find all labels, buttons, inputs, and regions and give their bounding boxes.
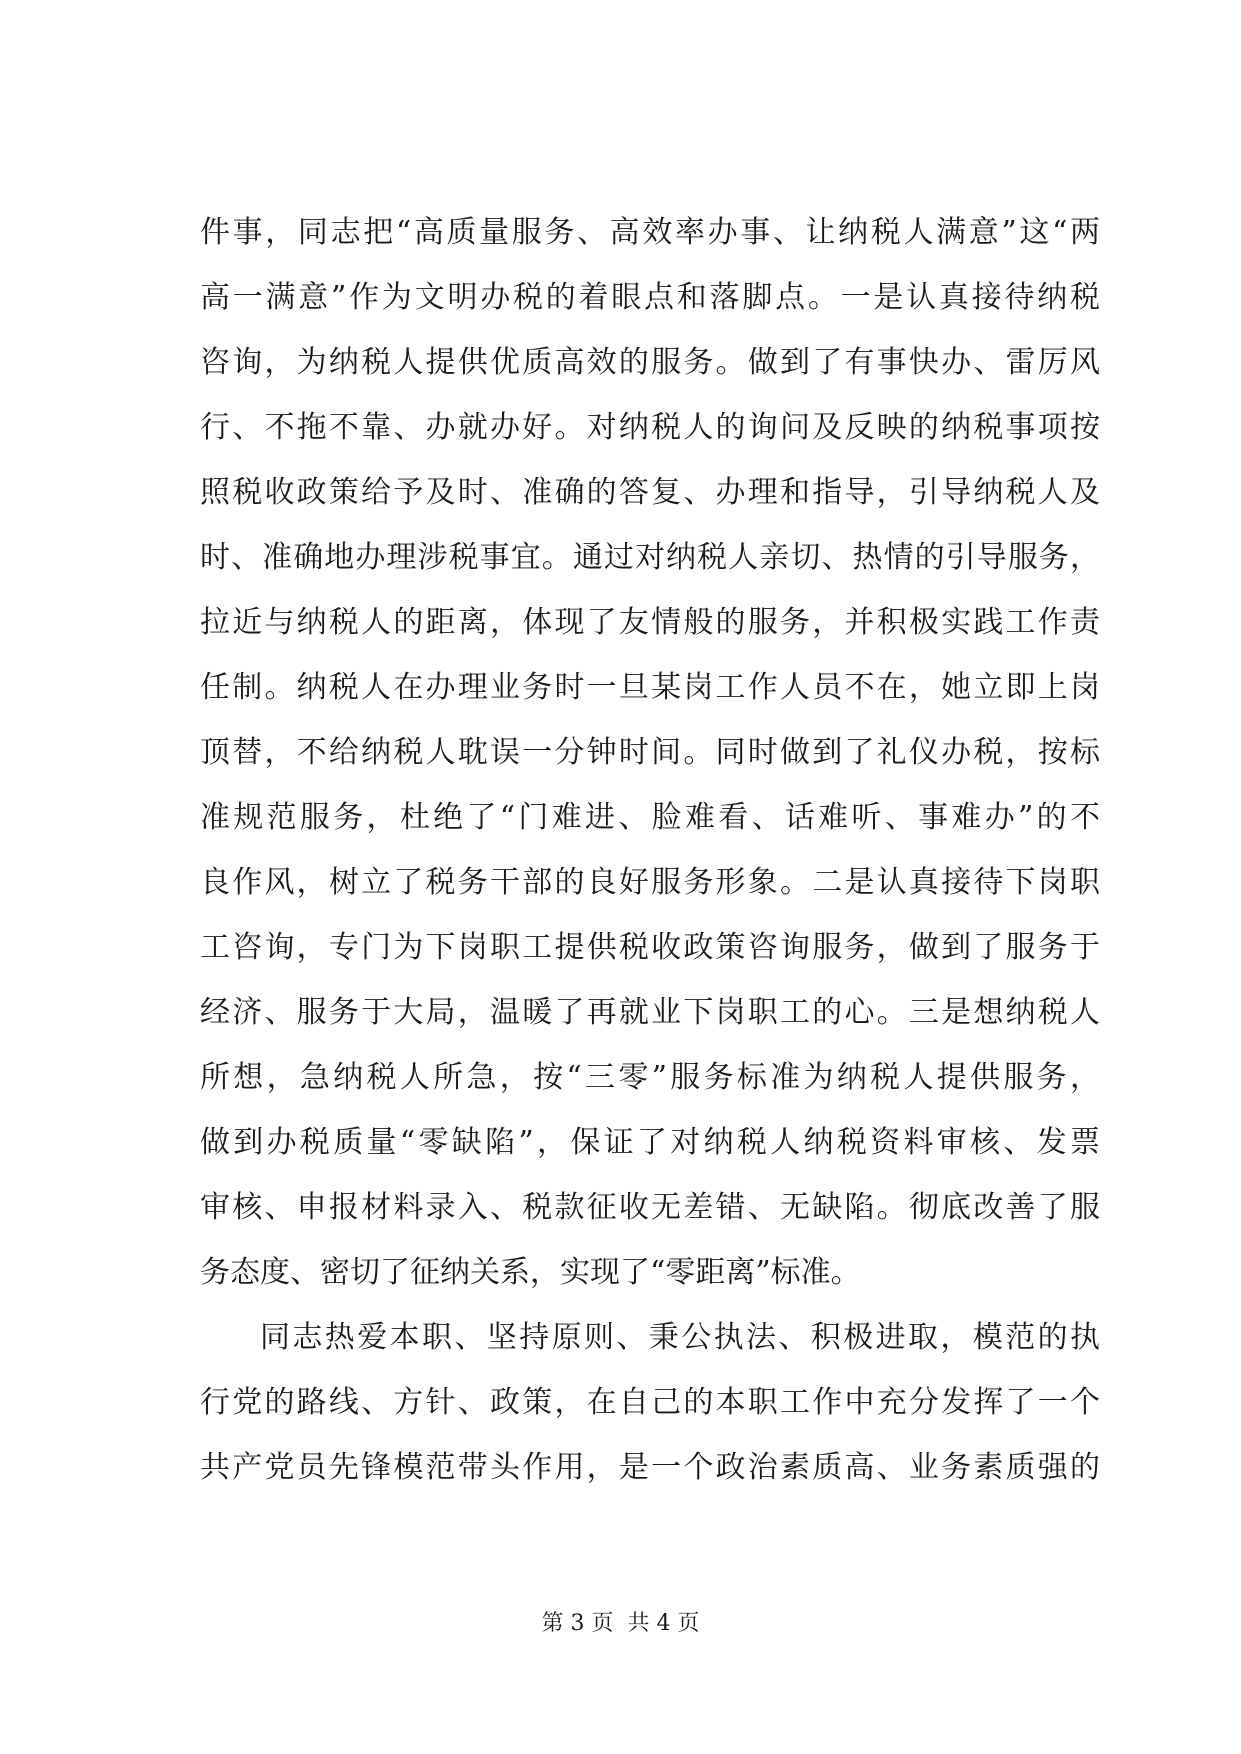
text-line: 照税收政策给予及时、准确的答复、办理和指导，引导纳税人及 xyxy=(200,475,1100,510)
page-number-footer: 第 3 页 共 4 页 xyxy=(541,1611,700,1636)
text-line: 高一满意”作为文明办税的着眼点和落脚点。一是认真接待纳税 xyxy=(200,280,1100,315)
text-line: 咨询，为纳税人提供优质高效的服务。做到了有事快办、雷厉风 xyxy=(200,345,1100,380)
text-line: 时、准确地办理涉税事宜。通过对纳税人亲切、热情的引导服务， xyxy=(200,540,1100,575)
text-line: 经济、服务于大局，温暖了再就业下岗职工的心。三是想纳税人 xyxy=(200,995,1100,1030)
text-line: 拉近与纳税人的距离，体现了友情般的服务，并积极实践工作责 xyxy=(200,605,1100,640)
text-line: 件事，同志把“高质量服务、高效率办事、让纳税人满意”这“两 xyxy=(200,215,1100,250)
document-body xyxy=(200,200,1100,1500)
text-line: 共产党员先锋模范带头作用，是一个政治素质高、业务素质强的 xyxy=(200,1450,1100,1485)
text-line: 顶替，不给纳税人耽误一分钟时间。同时做到了礼仪办税，按标 xyxy=(200,735,1100,770)
text-line: 所想，急纳税人所急，按“三零”服务标准为纳税人提供服务， xyxy=(200,1060,1100,1095)
text-line: 务态度、密切了征纳关系，实现了“零距离”标准。 xyxy=(200,1255,861,1290)
text-line: 审核、申报材料录入、税款征收无差错、无缺陷。彻底改善了服 xyxy=(200,1190,1100,1225)
text-line: 工咨询，专门为下岗职工提供税收政策咨询服务，做到了服务于 xyxy=(200,930,1100,965)
text-line: 任制。纳税人在办理业务时一旦某岗工作人员不在，她立即上岗 xyxy=(200,670,1100,705)
text-line: 行党的路线、方针、政策，在自己的本职工作中充分发挥了一个 xyxy=(200,1385,1100,1420)
text-line: 同志热爱本职、坚持原则、秉公执法、积极进取，模范的执 xyxy=(260,1320,1100,1355)
text-line: 准规范服务，杜绝了“门难进、脸难看、话难听、事难办”的不 xyxy=(200,800,1100,835)
text-line: 良作风，树立了税务干部的良好服务形象。二是认真接待下岗职 xyxy=(200,865,1100,900)
text-line: 行、不拖不靠、办就办好。对纳税人的询问及反映的纳税事项按 xyxy=(200,410,1100,445)
text-line: 做到办税质量“零缺陷”，保证了对纳税人纳税资料审核、发票 xyxy=(200,1125,1100,1160)
